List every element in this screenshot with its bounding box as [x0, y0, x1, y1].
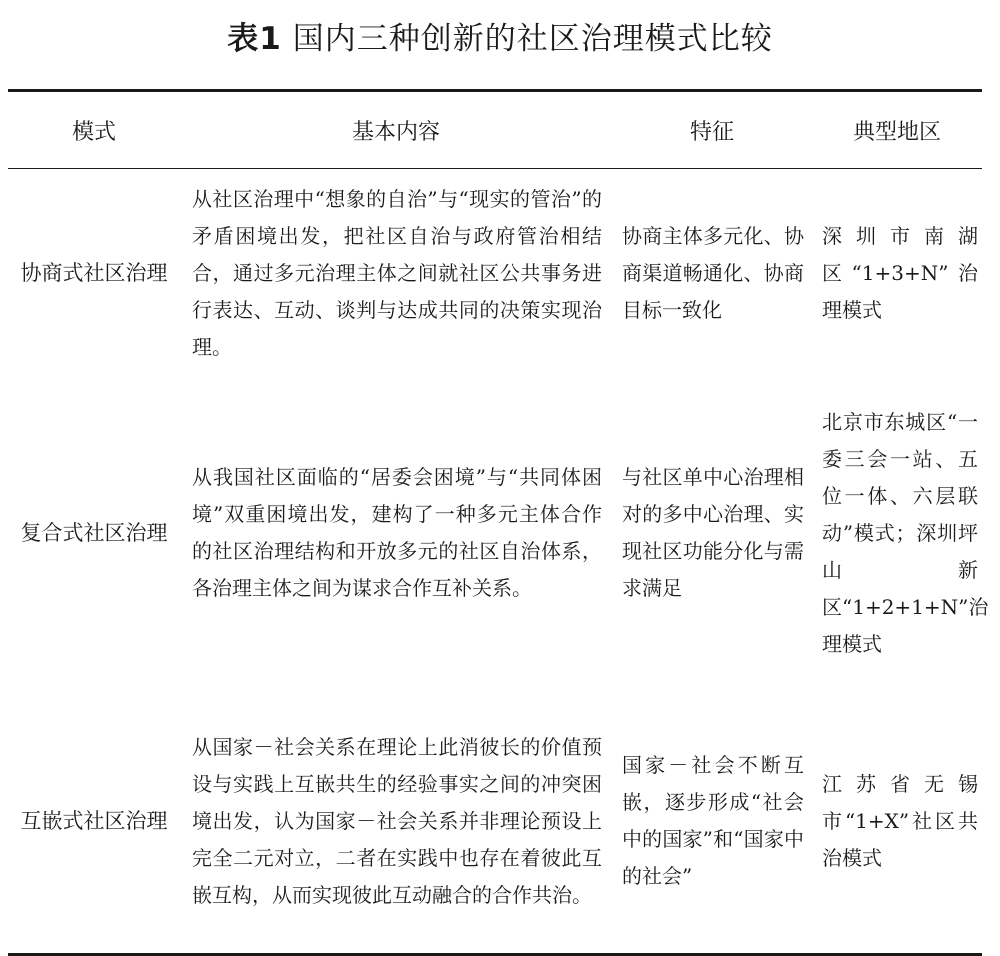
header-row	[8, 91, 982, 169]
cell-content: 从社区治理中“想象的自治”与“现实的管治”的矛盾困境出发，把社区自治与政府管治相结合，通过多元治理主体之间就社区公共事务进行表达、互动、谈判与达成共同的决策实现治理。	[192, 186, 602, 359]
table-row	[8, 689, 982, 955]
header-content: 基本内容	[180, 91, 612, 169]
cell-feature: 国家－社会不断互嵌，逐步形成“社会中的国家”和“国家中的社会”	[622, 753, 804, 888]
cell-content: 从我国社区面临的“居委会困境”与“共同体困境”双重困境出发，建构了一种多元主体合作的社区治理结构和开放多元的社区自治体系，各治理主体之间为谋求合作互补关系。	[192, 465, 602, 600]
table-caption: 国内三种创新的社区治理模式比较	[292, 21, 773, 57]
table-title	[0, 14, 1000, 64]
cell-content: 从国家－社会关系在理论上此消彼长的价值预设与实践上互嵌共生的经验事实之间的冲突困境出发，认为国家－社会关系并非理论预设上完全二元对立，二者在实践中也存在着彼此互嵌互构，从而实现彼此互动融合的合作共治。	[192, 734, 602, 907]
header-feature: 特征	[612, 91, 812, 169]
header-mode: 模式	[8, 91, 180, 169]
cell-mode: 互嵌式社区治理	[20, 808, 168, 833]
header-region: 典型地区	[812, 91, 982, 169]
comparison-table	[8, 89, 989, 956]
cell-mode: 复合式社区治理	[20, 520, 168, 545]
cell-mode: 协商式社区治理	[20, 260, 168, 285]
cell-feature: 与社区单中心治理相对的多中心治理、实现社区功能分化与需求满足	[622, 465, 804, 600]
table-row	[8, 377, 982, 689]
cell-region: 江苏省无锡市“1+X”社区共治模式	[822, 771, 978, 870]
cell-region: 北京市东城区“一委三会一站、五位一体、六层联动”模式；深圳坪山新区“1+2+1+N”治理模式	[822, 409, 989, 656]
cell-region: 深圳市南湖区“1+3+N”治理模式	[822, 223, 978, 322]
cell-feature: 协商主体多元化、协商渠道畅通化、协商目标一致化	[622, 223, 804, 322]
table-number: 表1	[227, 21, 282, 57]
table-row	[8, 169, 982, 378]
